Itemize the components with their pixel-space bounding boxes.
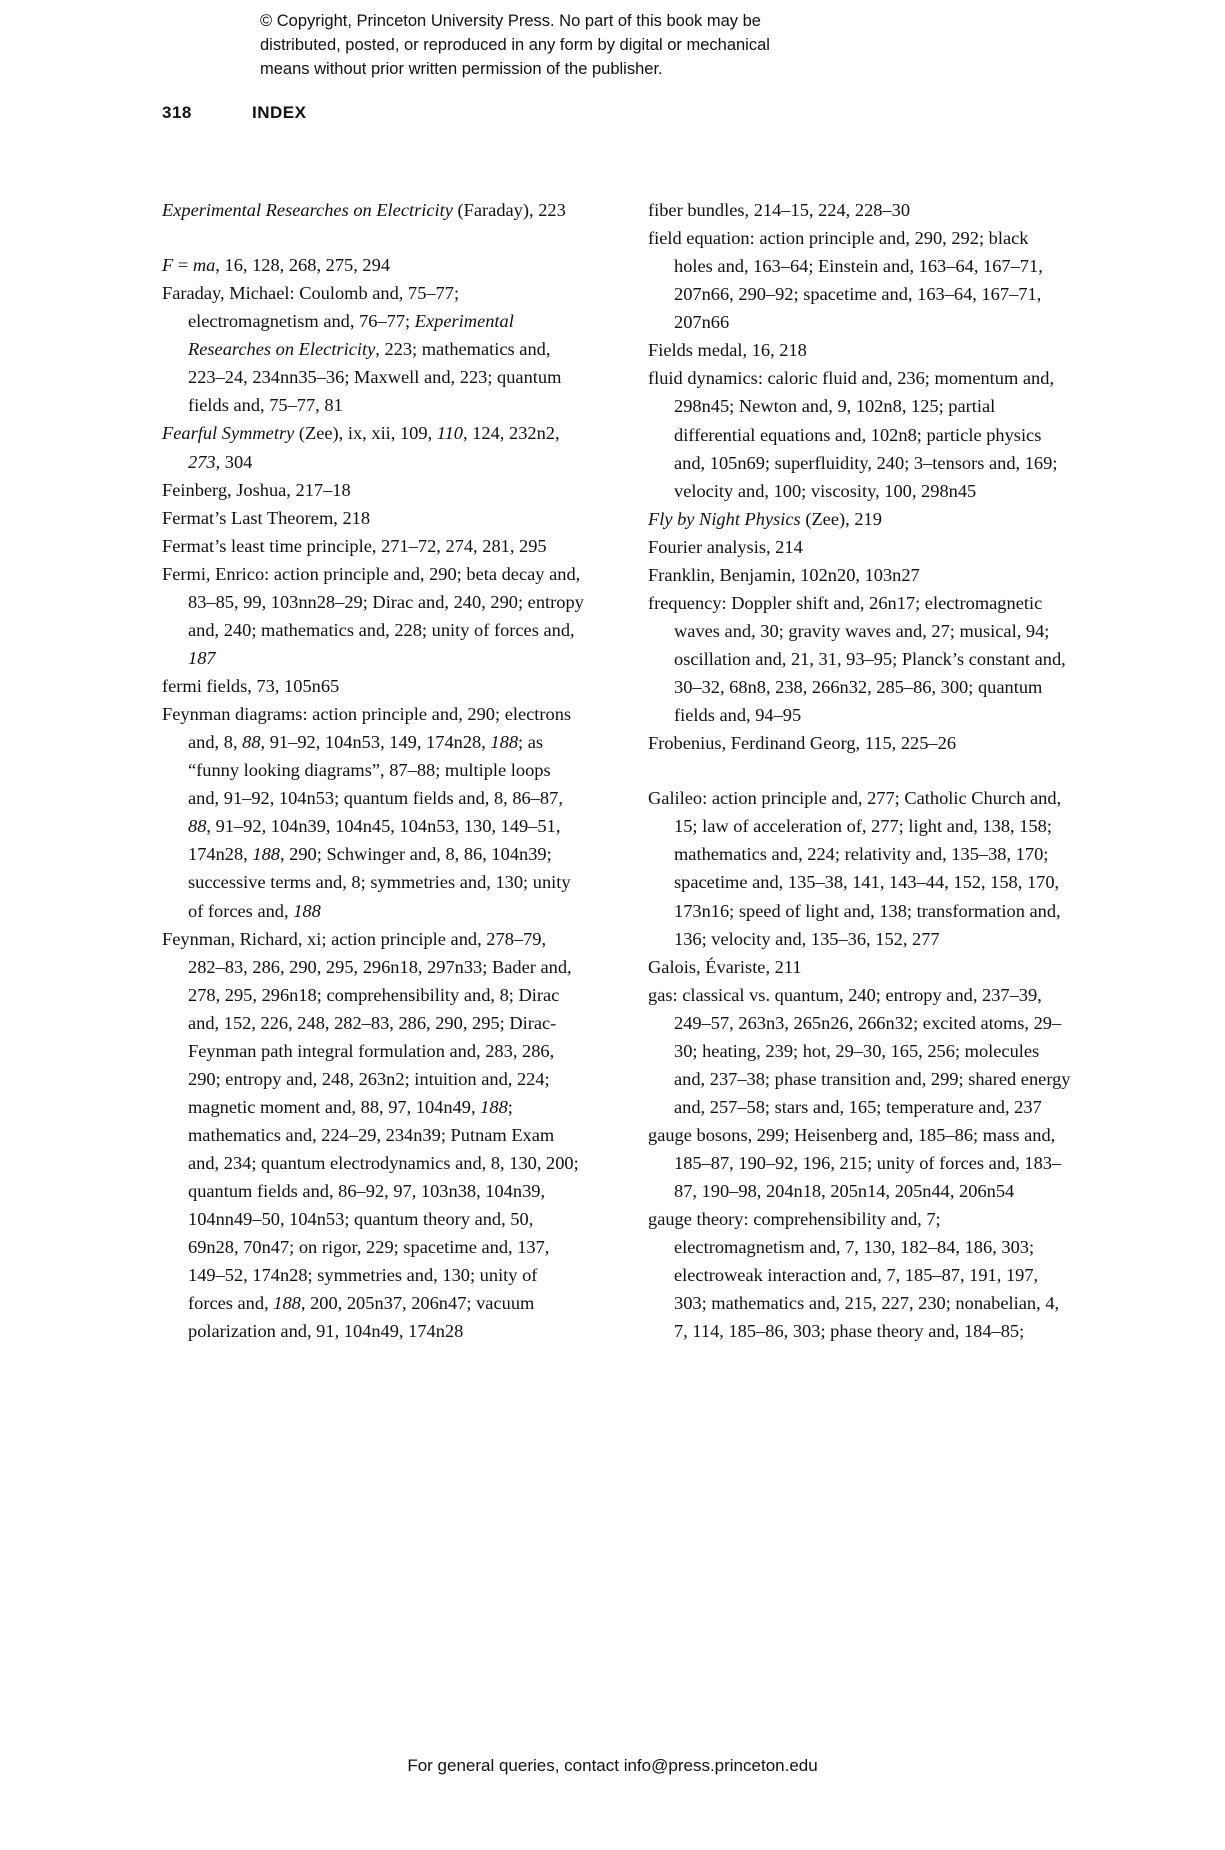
index-entry-text: fermi fields, 73, 105n65 [162, 676, 340, 696]
index-entry [648, 364, 1071, 504]
index-entry [162, 279, 585, 419]
index-entry-text: Fourier analysis, 214 [648, 536, 803, 557]
index-entry-text: fiber bundles, 214–15, 224, 228–30 [648, 200, 911, 220]
index-entry [648, 1205, 1071, 1345]
index-entry [162, 925, 585, 1346]
running-head [162, 103, 306, 123]
index-entry-text: F = ma, 16, 128, 268, 275, 294 [162, 255, 391, 276]
index-entry-text: Fearful Symmetry (Zee), ix, xii, 109, 110, 124, 232n2, 273, 304 [162, 423, 560, 472]
index-entry [648, 1121, 1071, 1205]
index-entry [162, 196, 585, 224]
index-entry-text: Faraday, Michael: Coulomb and, 75–77; electromagnetism and, 76–77; Experimental Researches on Electricity, 223; mathematics and, 223–24, 234nn35–36; Maxwell and, 223; quantum fields and, 75–77, 81 [162, 283, 562, 416]
index-entry-text: fluid dynamics: caloric fluid and, 236; momentum and, 298n45; Newton and, 9, 102n8, 125; partial differential equations and, 102n8; particle physics and, 105n69; superfluidity, 240; 3–tensors and, 169; velocity and, 100; viscosity, 100, 298n45 [648, 368, 1058, 501]
index-column-right [648, 196, 1071, 1346]
index-entry [648, 589, 1071, 729]
index-entry [648, 729, 1071, 757]
index-entry-text: frequency: Doppler shift and, 26n17; electromagnetic waves and, 30; gravity waves and, 27; musical, 94; oscillation and, 21, 31, 93–95; Planck’s constant and, 30–32, 68n8, 238, 266n32, 285–86, 300; quantum fields and, 94–95 [648, 592, 1066, 726]
index-entry-text: Feynman diagrams: action principle and, 290; electrons and, 8, 88, 91–92, 104n53, 149, 174n28, 188; as “funny looking diagrams”, 87–88; multiple loops and, 91–92, 104n53; quantum fields and, 8, 86–87, 88, 91–92, 104n39, 104n45, 104n53, 130, 149–51, 174n28, 188, 290; Schwinger and, 8, 86, 104n39; successive terms and, 8; symmetries and, 130; unity of forces and, 188 [162, 704, 572, 921]
index-entry-text: Galileo: action principle and, 277; Catholic Church and, 15; law of acceleration of, 277; light and, 138, 158; mathematics and, 224; relativity and, 135–38, 170; spacetime and, 135–38, 141, 143–44, 152, 158, 170, 173n16; speed of light and, 138; transformation and, 136; velocity and, 135–36, 152, 277 [648, 788, 1062, 949]
index-entry-text: Experimental Researches on Electricity (Faraday), 223 [162, 200, 566, 220]
index-entry [162, 532, 585, 560]
index-entry [162, 476, 585, 504]
index-entry [648, 196, 1071, 224]
index-entry [648, 561, 1071, 589]
index-entry [648, 981, 1071, 1121]
index-entry-text: gauge theory: comprehensibility and, 7; electromagnetism and, 7, 130, 182–84, 186, 303; electroweak interaction and, 7, 185–87, 191, 197, 303; mathematics and, 215, 227, 230; nonabelian, 4, 7, 114, 185–86, 303; phase theory and, 184–85; [648, 1209, 1060, 1342]
page-footer: For general queries, contact info@press.princeton.edu [407, 1756, 818, 1775]
index-entry-text: Fly by Night Physics (Zee), 219 [648, 508, 882, 529]
index-entry-text: Fermat’s least time principle, 271–72, 274, 281, 295 [162, 535, 547, 556]
index-entry-text: Fermi, Enrico: action principle and, 290; beta decay and, 83–85, 99, 103nn28–29; Dirac and, 240, 290; entropy and, 240; mathematics and, 228; unity of forces and, 187 [162, 563, 584, 668]
copyright-notice [260, 10, 960, 82]
index-entry [648, 336, 1071, 364]
index-entry [648, 224, 1071, 336]
index-entry-text: Feinberg, Joshua, 217–18 [162, 479, 351, 500]
index-entry-text: Feynman, Richard, xi; action principle and, 278–79, 282–83, 286, 290, 295, 296n18, 297n33; Bader and, 278, 295, 296n18; comprehensibility and, 8; Dirac and, 152, 226, 248, 282–83, 286, 290, 295; Dirac-Feynman path integral formulation and, 283, 286, 290; entropy and, 248, 263n2; intuition and, 224; magnetic moment and, 88, 97, 104n49, 188; mathematics and, 224–29, 234n39; Putnam Exam and, 234; quantum electrodynamics and, 8, 130, 200; quantum fields and, 86–92, 97, 103n38, 104n39, 104nn49–50, 104n53; quantum theory and, 50, 69n28, 70n47; on rigor, 229; spacetime and, 137, 149–52, 174n28; symmetries and, 130; unity of forces and, 188, 200, 205n37, 206n47; vacuum polarization and, 91, 104n49, 174n28 [162, 928, 579, 1342]
index-entry [162, 560, 585, 672]
index-column-left [162, 196, 585, 1346]
entry-gap [162, 224, 585, 251]
page-title: INDEX [252, 103, 307, 122]
copyright-line-3: means without prior written permission of the publisher. [260, 59, 663, 78]
index-entry-text: Frobenius, Ferdinand Georg, 115, 225–26 [648, 733, 957, 754]
index-entry-text: Galois, Évariste, 211 [648, 956, 802, 977]
index-entry-text: gauge bosons, 299; Heisenberg and, 185–86; mass and, 185–87, 190–92, 196, 215; unity of forces and, 183–87, 190–98, 204n18, 205n14, 205n44, 206n54 [648, 1125, 1062, 1202]
index-entry [162, 672, 585, 700]
index-entry-text: field equation: action principle and, 290, 292; black holes and, 163–64; Einstein and, 163–64, 167–71, 207n66, 290–92; spacetime and, 163–64, 167–71, 207n66 [648, 228, 1043, 333]
index-entry-text: Fields medal, 16, 218 [648, 340, 807, 361]
page-number: 318 [162, 103, 192, 122]
copyright-line-1: © Copyright, Princeton University Press. No part of this book may be [260, 12, 761, 30]
copyright-line-2: distributed, posted, or reproduced in any form by digital or mechanical [260, 35, 770, 54]
index-entry [648, 953, 1071, 981]
index-entry [162, 504, 585, 532]
index-entry [162, 419, 585, 475]
index-entry-text: gas: classical vs. quantum, 240; entropy and, 237–39, 249–57, 263n3, 265n26, 266n32; excited atoms, 29–30; heating, 239; hot, 29–30, 165, 256; molecules and, 237–38; phase transition and, 299; shared energy and, 257–58; stars and, 165; temperature and, 237 [648, 984, 1071, 1117]
index-columns [162, 196, 1072, 1346]
index-entry [162, 251, 585, 279]
index-entry [648, 784, 1071, 952]
index-entry [648, 533, 1071, 561]
index-entry-text: Franklin, Benjamin, 102n20, 103n27 [648, 564, 920, 585]
index-entry-text: Fermat’s Last Theorem, 218 [162, 507, 371, 528]
entry-gap [648, 757, 1071, 784]
index-entry [162, 700, 585, 925]
index-entry [648, 505, 1071, 533]
